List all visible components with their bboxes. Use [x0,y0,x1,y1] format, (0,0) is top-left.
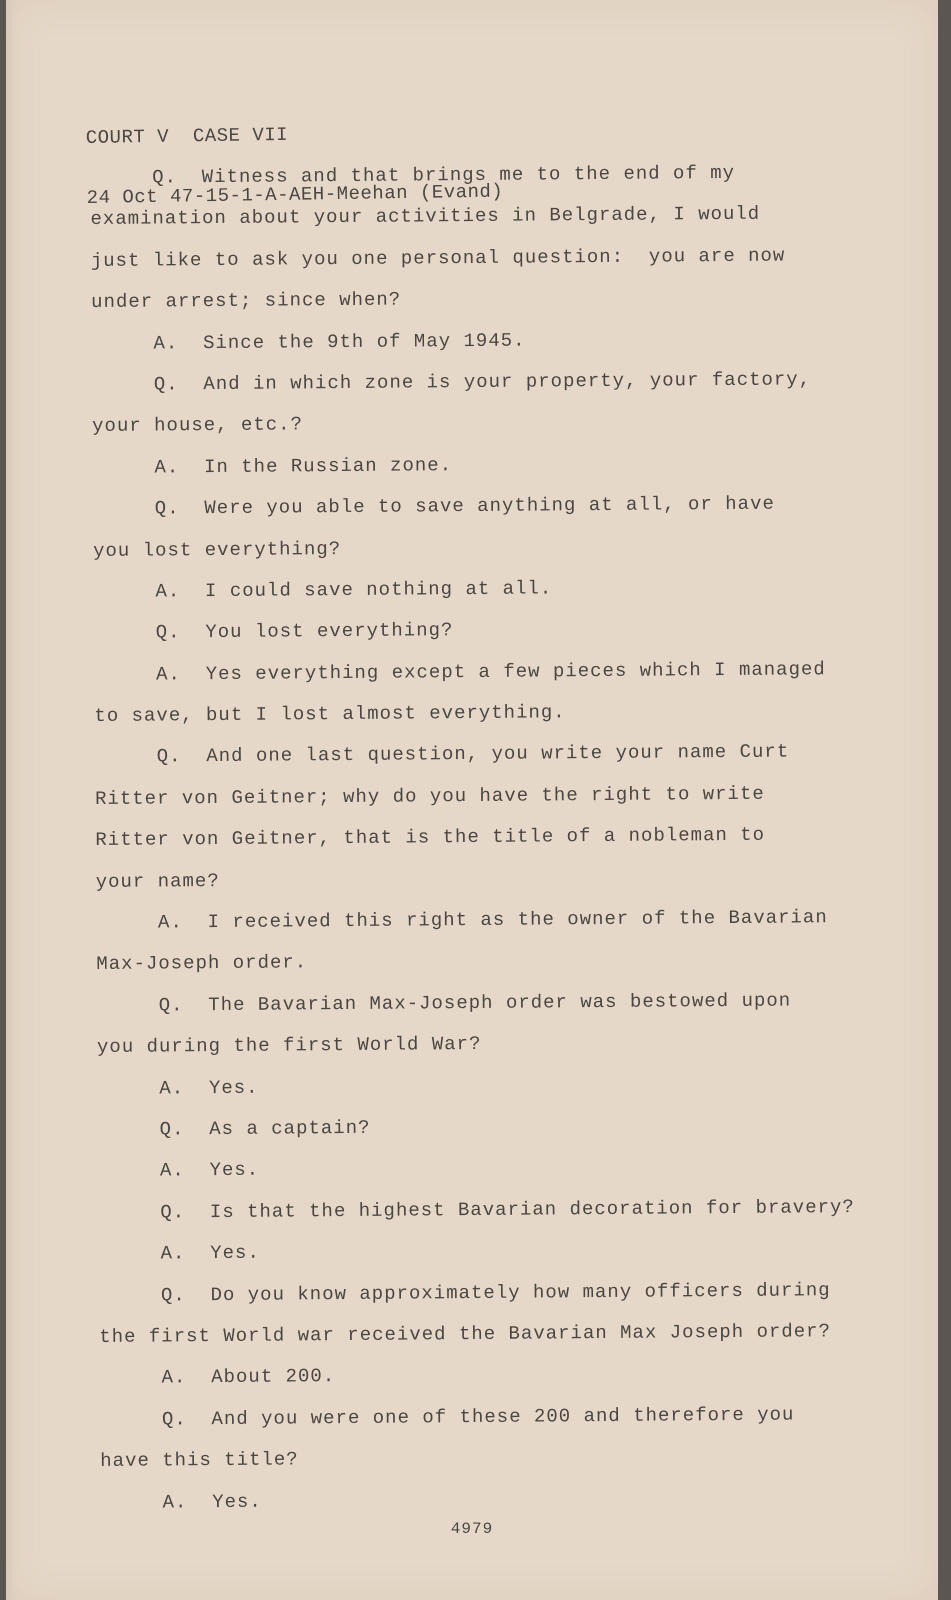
transcript-line: Q. And you were one of these 200 and therefore you [161,1403,795,1431]
transcript-line: Q. As a captain? [159,1116,371,1141]
transcript-line: A. Yes. [160,1241,260,1265]
page-number: 4979 [450,1520,494,1538]
transcript-line: Max-Joseph order. [96,951,308,976]
transcript-line: A. I received this right as the owner of the Bavarian [157,906,828,934]
transcript-body [90,151,931,1523]
transcript-line: just like to ask you one personal question: you are now [90,244,786,272]
transcript-line: Q. And in which zone is your property, your factory, [153,368,812,396]
transcript-line: your name? [95,869,220,893]
transcript-line: you lost everything? [92,537,342,562]
transcript-line: Ritter von Geitner, that is the title of a nobleman to [95,823,766,852]
transcript-line: A. Yes. [159,1076,259,1100]
document-page [6,0,938,1600]
transcript-line: the first World war received the Bavarian Max Joseph order? [99,1320,832,1348]
transcript-line: A. In the Russian zone. [154,453,453,479]
transcript-line: Q. The Bavarian Max-Joseph order was bestowed upon [158,989,792,1017]
transcript-line: Q. Do you know approximately how many officers during [160,1278,831,1307]
transcript-line: A. Yes. [159,1159,260,1182]
transcript-line: have this title? [100,1448,299,1473]
transcript-line: examination about your activities in Belgrade, I would [90,203,761,231]
case-header-date-reference: 24 Oct 47-15-1-A-AEH-Meehan (Evand) [86,180,504,209]
transcript-line: Ritter von Geitner; why do you have the right to write [94,782,765,810]
transcript-line: Q. Witness and that brings me to the end of my [152,161,736,189]
transcript-line: Q. And one last question, you write your name Curt [156,740,790,768]
transcript-line: A. Yes. [162,1490,262,1513]
transcript-line: you during the first World War? [96,1033,482,1059]
transcript-line: A. Yes everything except a few pieces which I managed [155,657,826,686]
transcript-line: Q. You lost everything? [155,619,454,644]
transcript-line: your house, etc.? [92,413,304,438]
transcript-line: Q. Is that the highest Bavarian decoration for bravery? [160,1195,855,1224]
transcript-line: under arrest; since when? [91,288,402,314]
transcript-line: A. Since the 9th of May 1945. [153,329,526,355]
case-header-court: COURT V CASE VII [85,123,289,149]
transcript-line: Q. Were you able to save anything at all, or have [154,492,775,520]
transcript-line: to save, but I lost almost everything. [94,701,566,728]
transcript-line: A. I could save nothing at all. [155,577,553,603]
transcript-line: A. About 200. [161,1365,336,1389]
